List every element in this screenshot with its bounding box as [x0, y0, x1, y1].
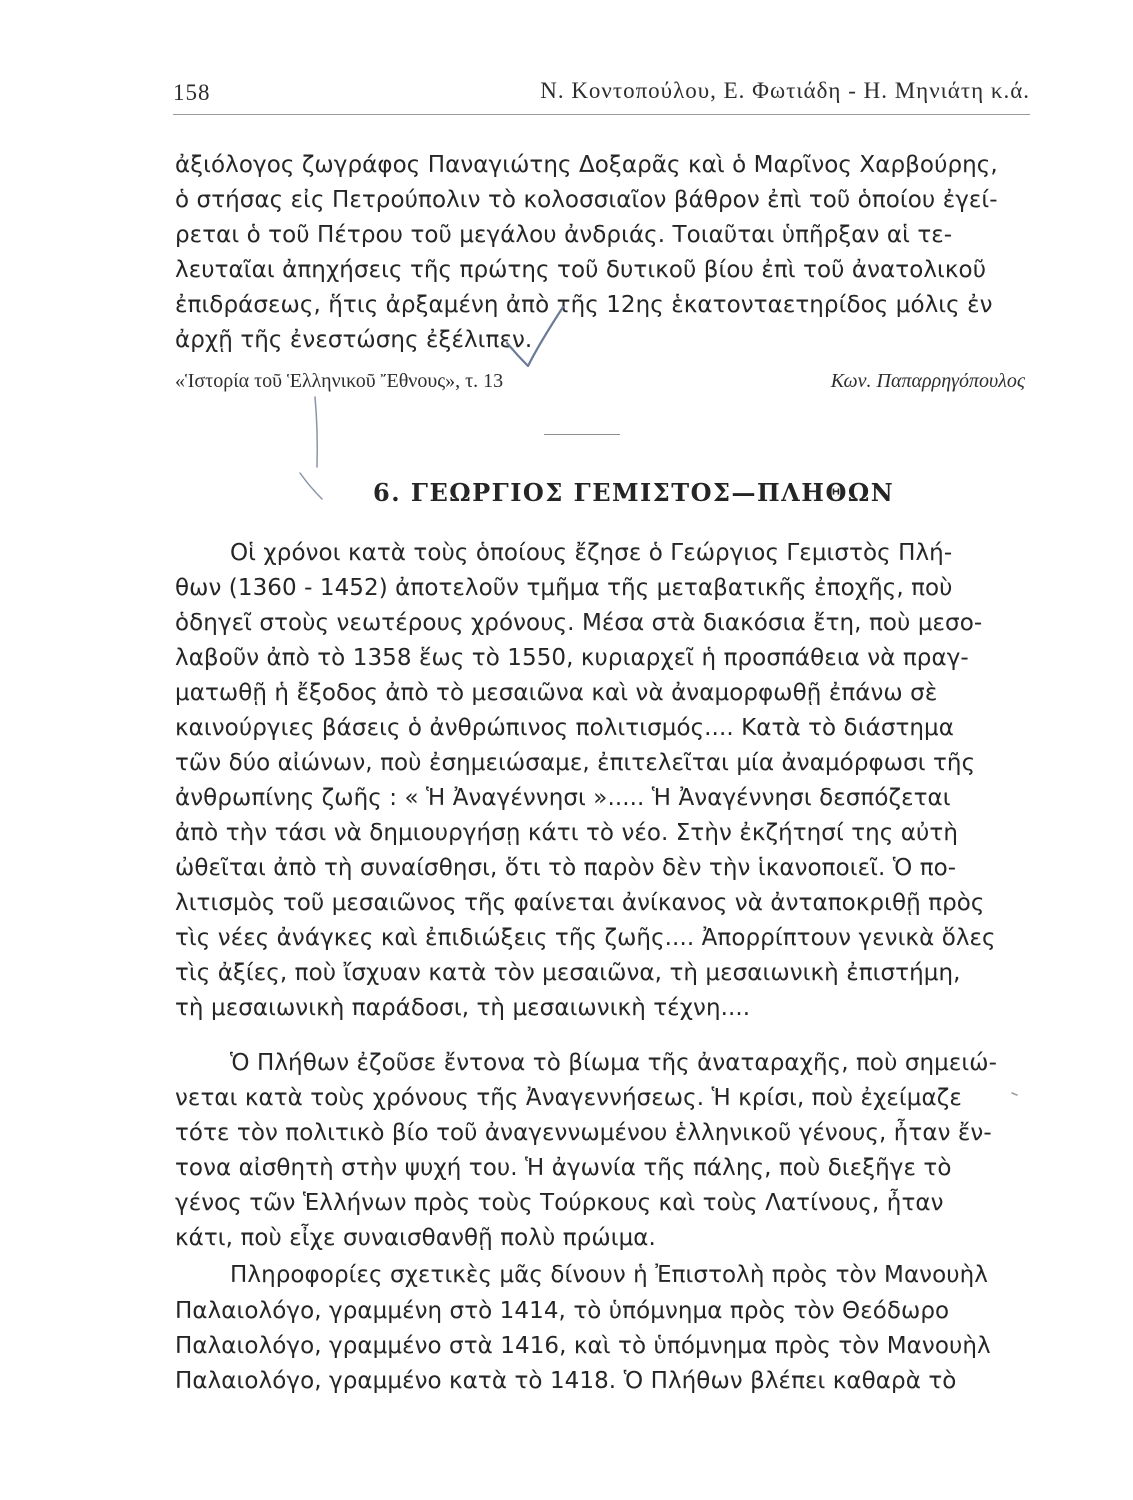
- text-line: Παλαιολόγο, γραμμένη στὸ 1414, τὸ ὑπόμνημα πρὸς τὸν Θεόδωρο: [175, 1298, 950, 1324]
- text-line: Πληροφορίες σχετικὲς μᾶς δίνουν ἡ Ἐπιστολὴ πρὸς τὸν Μανουὴλ: [230, 1262, 989, 1288]
- text-line: τονα αἰσθητὴ στὴν ψυχή του. Ἡ ἀγωνία τῆς πάλης, ποὺ διεξῆγε τὸ: [175, 1155, 952, 1181]
- running-head: Ν. Κοντοπούλου, Ε. Φωτιάδη - Η. Μηνιάτη κ.ά.: [540, 78, 1030, 103]
- text-line: ἀπὸ τὴν τάσι νὰ δημιουργήσῃ κάτι τὸ νέο. Στὴν ἐκζήτησί της αὐτὴ: [175, 820, 958, 846]
- text-line: θων (1360 - 1452) ἀποτελοῦν τμῆμα τῆς μεταβατικῆς ἐποχῆς, ποὺ: [175, 575, 953, 601]
- text-line: γένος τῶν Ἑλλήνων πρὸς τοὺς Τούρκους καὶ τοὺς Λατίνους, ἦταν: [175, 1190, 944, 1216]
- text-line: λιτισμὸς τοῦ μεσαιῶνος τῆς φαίνεται ἀνίκανος νὰ ἀνταποκριθῇ πρὸς: [175, 890, 985, 916]
- text-line: ἀρχῇ τῆς ἐνεστώσης ἐξέλιπεν.: [175, 327, 533, 353]
- text-line: ἐπιδράσεως, ἥτις ἀρξαμένη ἀπὸ τῆς 12ης ἑκατονταετηρίδος μόλις ἐν: [175, 292, 993, 318]
- text-line: καινούργιες βάσεις ὁ ἀνθρώπινος πολιτισμός.... Κατὰ τὸ διάστημα: [175, 715, 955, 741]
- text-line: ματωθῇ ἡ ἔξοδος ἀπὸ τὸ μεσαιῶνα καὶ νὰ ἀναμορφωθῇ ἐπάνω σὲ: [175, 680, 938, 706]
- text-line: λευταῖαι ἀπηχήσεις τῆς πρώτης τοῦ δυτικοῦ βίου ἐπὶ τοῦ ἀνατολικοῦ: [175, 257, 987, 283]
- text-line: τότε τὸν πολιτικὸ βίο τοῦ ἀναγεννωμένου ἑλληνικοῦ γένους, ἦταν ἔν-: [175, 1120, 992, 1146]
- section-divider: [544, 434, 620, 435]
- text-line: ἀξιόλογος ζωγράφος Παναγιώτης Δοξαρᾶς καὶ ὁ Μαρῖνος Χαρβούρης,: [175, 152, 998, 178]
- section-title: 6. ΓΕΩΡΓΙΟΣ ΓΕΜΙΣΤΟΣ—ΠΛΗΘΩΝ: [373, 478, 895, 507]
- margin-dot: [1012, 1093, 1017, 1095]
- text-line: ὁδηγεῖ στοὺς νεωτέρους χρόνους. Μέσα στὰ διακόσια ἔτη, ποὺ μεσο-: [175, 610, 983, 636]
- citation-author: Κων. Παπαρρηγόπουλος: [830, 370, 1025, 392]
- text-line: λαβοῦν ἀπὸ τὸ 1358 ἕως τὸ 1550, κυριαρχεῖ ἡ προσπάθεια νὰ πραγ-: [175, 645, 969, 671]
- text-line: νεται κατὰ τοὺς χρόνους τῆς Ἀναγεννήσεως. Ἡ κρίσι, ποὺ ἐχείμαζε: [175, 1085, 962, 1111]
- text-line: Οἱ χρόνοι κατὰ τοὺς ὁποίους ἔζησε ὁ Γεώργιος Γεμιστὸς Πλή-: [230, 540, 953, 566]
- pencil-stroke-left: [315, 397, 317, 467]
- text-line: τῶν δύο αἰώνων, ποὺ ἐσημειώσαμε, ἐπιτελεῖται μία ἀναμόρφωσι τῆς: [175, 750, 976, 776]
- page-number: 158: [173, 80, 211, 105]
- text-line: Παλαιολόγο, γραμμένο κατὰ τὸ 1418. Ὁ Πλήθων βλέπει καθαρὰ τὸ: [175, 1368, 957, 1394]
- text-line: τὴ μεσαιωνικὴ παράδοσι, τὴ μεσαιωνικὴ τέχνη....: [175, 995, 751, 1021]
- pencil-stroke-bottom: [300, 473, 322, 499]
- citation-source: «Ἱστορία τοῦ Ἑλληνικοῦ Ἔθνους», τ. 13: [175, 370, 504, 392]
- text-line: τὶς νέες ἀνάγκες καὶ ἐπιδιώξεις τῆς ζωῆς.... Ἀπορρίπτουν γενικὰ ὅλες: [175, 925, 996, 951]
- text-line: Παλαιολόγο, γραμμένο στὰ 1416, καὶ τὸ ὑπόμνημα πρὸς τὸν Μανουὴλ: [175, 1333, 991, 1359]
- page-header: [173, 74, 1030, 115]
- citation: [175, 370, 1025, 398]
- text-line: ὠθεῖται ἀπὸ τὴ συναίσθησι, ὅτι τὸ παρὸν δὲν τὴν ἱκανοποιεῖ. Ὁ πο-: [175, 855, 957, 881]
- text-line: τὶς ἀξίες, ποὺ ἴσχυαν κατὰ τὸν μεσαιῶνα, τὴ μεσαιωνικὴ ἐπιστήμη,: [175, 960, 961, 986]
- text-line: κάτι, ποὺ εἶχε συναισθανθῇ πολὺ πρώιμα.: [175, 1225, 656, 1251]
- text-line: ἀνθρωπίνης ζωῆς : « Ἡ Ἀναγέννησι »..... Ἡ Ἀναγέννησι δεσπόζεται: [175, 785, 951, 811]
- text-line: ὁ στήσας εἰς Πετρούπολιν τὸ κολοσσιαῖον βάθρον ἐπὶ τοῦ ὁποίου ἐγεί-: [175, 187, 998, 213]
- text-line: ρεται ὁ τοῦ Πέτρου τοῦ μεγάλου ἀνδριάς. Τοιαῦται ὑπῆρξαν αἱ τε-: [175, 222, 953, 248]
- text-line: Ὁ Πλήθων ἐζοῦσε ἔντονα τὸ βίωμα τῆς ἀναταραχῆς, ποὺ σημειώ-: [230, 1050, 997, 1076]
